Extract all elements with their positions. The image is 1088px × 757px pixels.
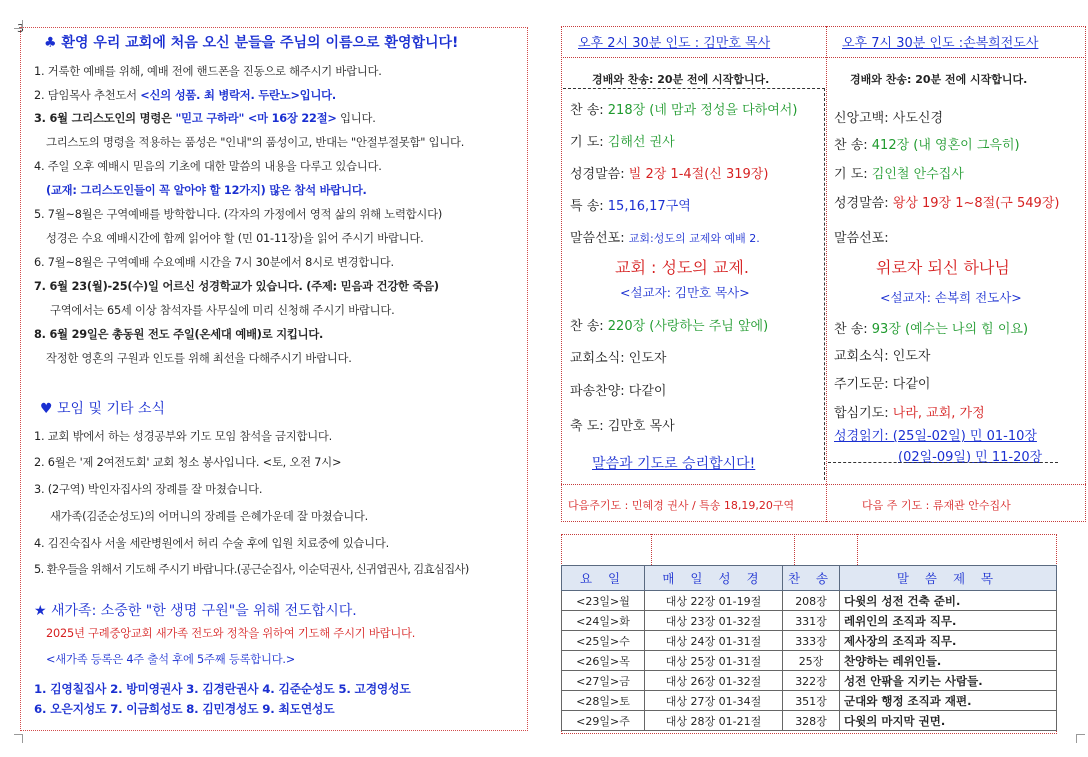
newfamily-registration: <새가족 등록은 4주 출석 후에 5주째 등록합니다.> (46, 653, 296, 666)
corner-mark (14, 20, 23, 29)
table-row: <24일>화 대상 23장 01-32절 331장 레위인의 조직과 직무. (562, 611, 1057, 631)
table-row: <23일>월 대상 22장 01-19절 208장 다윗의 성전 건축 준비. (562, 591, 1057, 611)
welcome-item-3b: 그리스도의 명령을 적용하는 품성은 "인내"의 품성이고, 반대는 "안절부절못함" 입니다. (46, 136, 465, 149)
afternoon-hymn-2: 찬 송: 220장 (사랑하는 주님 앞에) (570, 319, 769, 334)
evening-unison-prayer: 합심기도: 나라, 교회, 가정 (834, 406, 985, 421)
meetings-item-3: 3. (2구역) 박인자집사의 장례를 잘 마쳤습니다. (34, 483, 263, 496)
afternoon-sending-song: 파송찬양: 다같이 (570, 384, 667, 399)
newfamily-title: ★ 새가족: 소중한 "한 생명 구원"을 위해 전도합시다. (34, 603, 357, 619)
meetings-title: ♥ 모임 및 기타 소식 (40, 401, 166, 417)
meetings-item-5: 5. 환우들을 위해서 기도해 주시기 바랍니다.(공근순집사, 이순덕권사, 신귀엽권사, 김효심집사) (34, 563, 469, 576)
corner-mark (14, 734, 23, 743)
evening-service-header: 오후 7시 30분 인도 :손복희전도사 (842, 36, 1039, 51)
welcome-item-1: 1. 거룩한 예배를 위해, 예배 전에 핸드폰을 진동으로 해주시기 바랍니다. (34, 65, 382, 78)
welcome-item-4b: (교재: 그리스도인들이 꼭 알아야 할 12가지) 많은 참석 바랍니다. (46, 184, 367, 197)
welcome-item-3: 3. 6월 그리스도인의 명령은 "믿고 구하라" <마 16장 22절> 입니다. (34, 112, 376, 125)
afternoon-news: 교회소식: 인도자 (570, 351, 667, 366)
col-hymn: 찬 송 (783, 566, 840, 591)
table-row: <25일>수 대상 24장 01-31절 333장 제사장의 조직과 직무. (562, 631, 1057, 651)
page-number: 3 (17, 22, 24, 35)
afternoon-blessing: 축 도: 김만호 목사 (570, 419, 675, 434)
col-title: 말 씀 제 목 (840, 566, 1057, 591)
col-reading: 매 일 성 경 (645, 566, 783, 591)
afternoon-sermon: 말씀선포: 교회:성도의 교제와 예배 2. (570, 231, 760, 246)
welcome-item-5: 5. 7월~8월은 구역예배를 방학합니다. (각자의 가정에서 영적 삶의 위해 노력합시다) (34, 208, 443, 221)
welcome-item-8b: 작정한 영혼의 구원과 인도를 위해 최선을 다해주시기 바랍니다. (46, 352, 352, 365)
daily-bible-table (561, 565, 1057, 731)
afternoon-sub: 경배와 찬송: 20분 전에 시작합니다. (592, 73, 770, 86)
newfamily-names-2: 6. 오은지성도 7. 이금희성도 8. 김민경성도 9. 최도연성도 (34, 702, 335, 716)
table-row: <26일>목 대상 25장 01-31절 25장 찬양하는 레위인들. (562, 651, 1057, 671)
meetings-item-3b: 새가족(김준순성도)의 어머니의 장례를 은혜가운데 잘 마쳤습니다. (50, 510, 369, 523)
evening-hymn-2: 찬 송: 93장 (예수는 나의 힘 이요) (834, 322, 1029, 337)
afternoon-preacher: <설교자: 김만호 목사> (620, 285, 750, 300)
afternoon-next-prayer: 다음주기도 : 민혜경 권사 / 특송 18,19,20구역 (568, 499, 795, 512)
welcome-item-7b: 구역에서는 65세 이상 참석자를 사무실에 미리 신청해 주시기 바랍니다. (50, 304, 395, 317)
corner-mark (1076, 734, 1085, 743)
welcome-item-4: 4. 주일 오후 예배시 믿음의 기초에 대한 말씀의 내용을 다루고 있습니다. (34, 160, 382, 173)
meetings-item-2: 2. 6월은 '제 2여전도회' 교회 청소 봉사입니다. <토, 오전 7시> (34, 456, 342, 469)
meetings-item-4: 4. 김진숙집사 서울 세란병원에서 허리 수술 후에 입원 치료중에 있습니다. (34, 537, 389, 550)
evening-sermon: 말씀선포: (834, 231, 889, 246)
table-row: <28일>토 대상 27장 01-34절 351장 군대와 행정 조직과 재편. (562, 691, 1057, 711)
welcome-item-2: 2. 담임목사 추천도서 <신의 성품. 최 병락저. 두란노>입니다. (34, 89, 336, 102)
evening-preacher: <설교자: 손복희 전도사> (880, 290, 1022, 305)
table-row: <29일>주 대상 28장 01-21절 328장 다윗의 마지막 권면. (562, 711, 1057, 731)
table-header-row (562, 566, 1057, 591)
evening-news: 교회소식: 인도자 (834, 349, 931, 364)
afternoon-slogan: 말씀과 기도로 승리합시다! (592, 456, 756, 472)
afternoon-prayer: 기 도: 김해선 권사 (570, 135, 675, 150)
welcome-item-5b: 성경은 수요 예배시간에 함께 읽어야 할 (민 01-11장)을 읽어 주시기 바랍니다. (46, 232, 424, 245)
welcome-item-7: 7. 6월 23(월)-25(수)일 어르신 성경학교가 있습니다. (주제: 믿음과 건강한 죽음) (34, 280, 439, 293)
evening-prayer: 기 도: 김인철 안수집사 (834, 167, 964, 182)
afternoon-special-song: 특 송: 15,16,17구역 (570, 199, 691, 214)
evening-reading-2: (02일-09일) 민 11-20장 (898, 450, 1043, 465)
meetings-item-1: 1. 교회 밖에서 하는 성경공부와 기도 모임 참석을 금지합니다. (34, 430, 333, 443)
evening-creed: 신앙고백: 사도신경 (834, 111, 943, 126)
evening-lords-prayer: 주기도문: 다같이 (834, 377, 931, 392)
welcome-item-8: 8. 6월 29일은 총동원 전도 주일(온세대 예배)로 지킵니다. (34, 328, 324, 341)
afternoon-scripture: 성경말씀: 빌 2장 1-4절(신 319장) (570, 167, 769, 182)
table-row: <27일>금 대상 26장 01-32절 322장 성전 안팎을 지키는 사람들. (562, 671, 1057, 691)
evening-sub: 경배와 찬송: 20분 전에 시작합니다. (850, 73, 1028, 86)
evening-sermon-title: 위로자 되신 하나님 (876, 258, 1010, 277)
evening-next-prayer: 다음 주 기도 : 류재관 안수집사 (862, 499, 1011, 512)
welcome-title: ♣ 환영 우리 교회에 처음 오신 분들을 주님의 이름으로 환영합니다! (44, 35, 459, 51)
newfamily-names-1: 1. 김영칠집사 2. 방미영권사 3. 김경란권사 4. 김준순성도 5. 고경영성도 (34, 682, 411, 696)
evening-reading-1: 성경읽기: (25일-02일) 민 01-10장 (834, 429, 1037, 444)
evening-hymn-1: 찬 송: 412장 (내 영혼이 그윽히) (834, 138, 1020, 153)
afternoon-hymn-1: 찬 송: 218장 (네 맘과 정성을 다하여서) (570, 103, 798, 118)
afternoon-service-header: 오후 2시 30분 인도 : 김만호 목사 (578, 36, 771, 51)
welcome-item-6: 6. 7월~8월은 구역예배 수요예배 시간을 7시 30분에서 8시로 변경합니다. (34, 256, 394, 269)
col-day: 요 일 (562, 566, 645, 591)
afternoon-sermon-title: 교회 : 성도의 교제. (615, 258, 749, 277)
evening-scripture: 성경말씀: 왕상 19장 1~8절(구 549장) (834, 196, 1060, 211)
newfamily-prayer: 2025년 구례중앙교회 새가족 전도와 정착을 위하여 기도해 주시기 바랍니다. (46, 627, 416, 640)
